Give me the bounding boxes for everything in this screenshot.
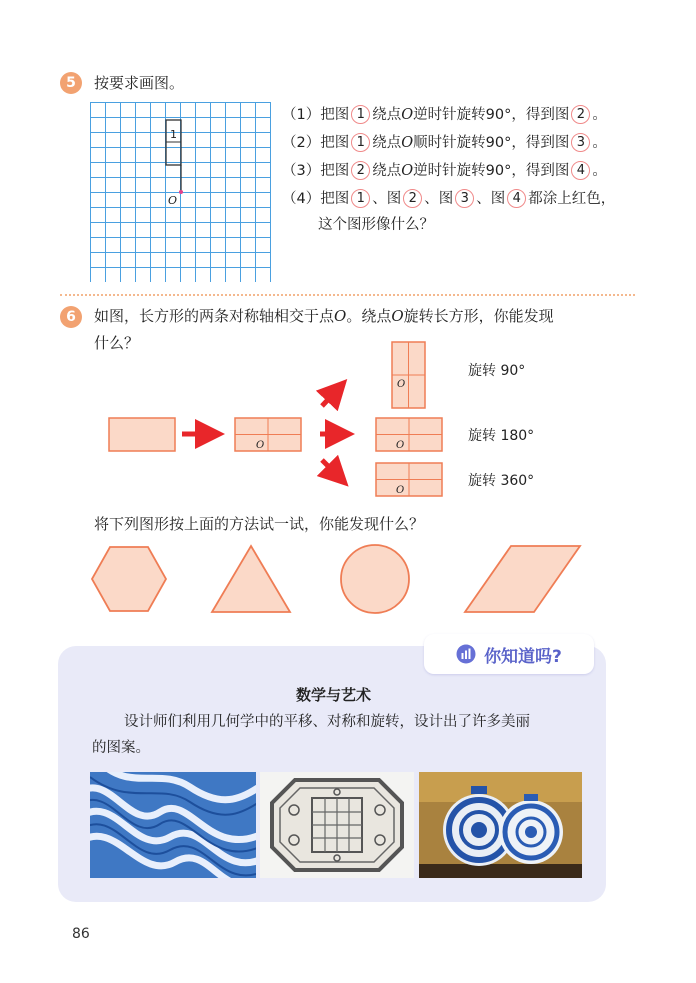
- step-4-question: 这个图形像什么？: [318, 217, 434, 233]
- question-5-instruction: 按要求画图。: [94, 74, 185, 92]
- info-body-line-1: 设计师们利用几何学中的平移、对称和旋转，设计出了许多美丽: [124, 714, 530, 730]
- center-label: O: [256, 440, 265, 451]
- photo-lattice: [260, 772, 414, 878]
- step-text: 绕点: [372, 163, 402, 179]
- try-instruction: 将下列图形按上面的方法试一试，你能发现什么？: [94, 515, 425, 533]
- question-number: 6: [66, 309, 76, 325]
- hexagon-shape: [92, 547, 166, 611]
- figure-number-badge: 1: [351, 189, 370, 208]
- center-label: O: [396, 440, 405, 451]
- rotate-180-label: 旋转 180°: [468, 428, 535, 444]
- rotate-360-label: 旋转 360°: [468, 473, 535, 489]
- step-text: （1）把图: [282, 107, 350, 123]
- question-text: 旋转长方形，你能发现: [403, 307, 554, 325]
- section-divider: [60, 294, 635, 296]
- step-text: （2）把图: [282, 135, 350, 151]
- drawing-grid: [90, 102, 272, 282]
- did-you-know-label: 你知道吗?: [484, 646, 562, 667]
- step-text: 、图: [372, 191, 402, 207]
- step-text: 逆时针旋转90°，得到图: [413, 163, 570, 179]
- rotation-diagram: [100, 338, 460, 506]
- step-text: 顺时针旋转90°，得到图: [413, 135, 570, 151]
- figure-number-badge: 3: [455, 189, 474, 208]
- question-6-badge: [60, 306, 82, 328]
- point-label: O: [401, 107, 414, 123]
- center-label: O: [396, 485, 405, 496]
- rotate-90-label: 旋转 90°: [468, 363, 526, 379]
- step-text: 都涂上红色，: [528, 191, 616, 207]
- step-text: （4）把图: [282, 191, 350, 207]
- step-text: 。: [592, 135, 607, 151]
- circle-shape: [341, 545, 409, 613]
- figure-number-badge: 4: [571, 161, 590, 180]
- practice-shapes: [86, 540, 586, 620]
- step-4: [282, 188, 615, 210]
- arrow-down-right-icon: [322, 460, 338, 476]
- point-label: O: [401, 163, 414, 179]
- bar-chart-icon: [456, 644, 476, 664]
- info-body-line-2: 的图案。: [92, 740, 150, 756]
- question-6-line-1: [94, 303, 554, 329]
- did-you-know-tab: [424, 634, 594, 674]
- question-number: 5: [66, 75, 76, 91]
- grid-point-label: O: [168, 194, 178, 207]
- figure-number-badge: 4: [507, 189, 526, 208]
- photo-fabric: [90, 772, 256, 878]
- step-text: 逆时针旋转90°，得到图: [413, 107, 570, 123]
- step-text: （3）把图: [282, 163, 350, 179]
- question-text: 。绕点: [346, 307, 392, 325]
- lattice-window-image: [260, 772, 414, 878]
- point-label: O: [401, 135, 414, 151]
- question-6-line-2: 什么？: [94, 334, 140, 352]
- question-text: 如图，长方形的两条对称轴相交于点: [94, 307, 335, 325]
- point-label: O: [391, 307, 404, 325]
- arrow-up-right-icon: [322, 390, 337, 406]
- step-text: 、图: [424, 191, 454, 207]
- center-label: O: [397, 379, 406, 390]
- triangle-shape: [212, 546, 290, 612]
- step-1: [282, 104, 607, 126]
- question-5-badge: [60, 72, 82, 94]
- figure-number-badge: 2: [571, 105, 590, 124]
- figure-number-badge: 3: [571, 133, 590, 152]
- step-3: [282, 160, 607, 182]
- step-2: [282, 132, 607, 154]
- step-text: 。: [592, 163, 607, 179]
- figure-number-badge: 2: [351, 161, 370, 180]
- grid-figure-label: 1: [170, 128, 177, 141]
- original-rectangle: [109, 418, 175, 451]
- figure-number-badge: 2: [403, 189, 422, 208]
- porcelain-vases-image: [419, 772, 582, 878]
- parallelogram-shape: [465, 546, 580, 612]
- page-number: 86: [72, 926, 90, 942]
- figure-number-badge: 1: [351, 105, 370, 124]
- info-title: 数学与艺术: [296, 686, 372, 704]
- step-text: 绕点: [372, 135, 402, 151]
- point-o-dot: [179, 190, 183, 194]
- step-text: 、图: [476, 191, 506, 207]
- photo-vases: [419, 772, 582, 878]
- point-label: O: [334, 307, 347, 325]
- step-text: 。: [592, 107, 607, 123]
- fabric-pattern-image: [90, 772, 256, 878]
- figure-number-badge: 1: [351, 133, 370, 152]
- step-text: 绕点: [372, 107, 402, 123]
